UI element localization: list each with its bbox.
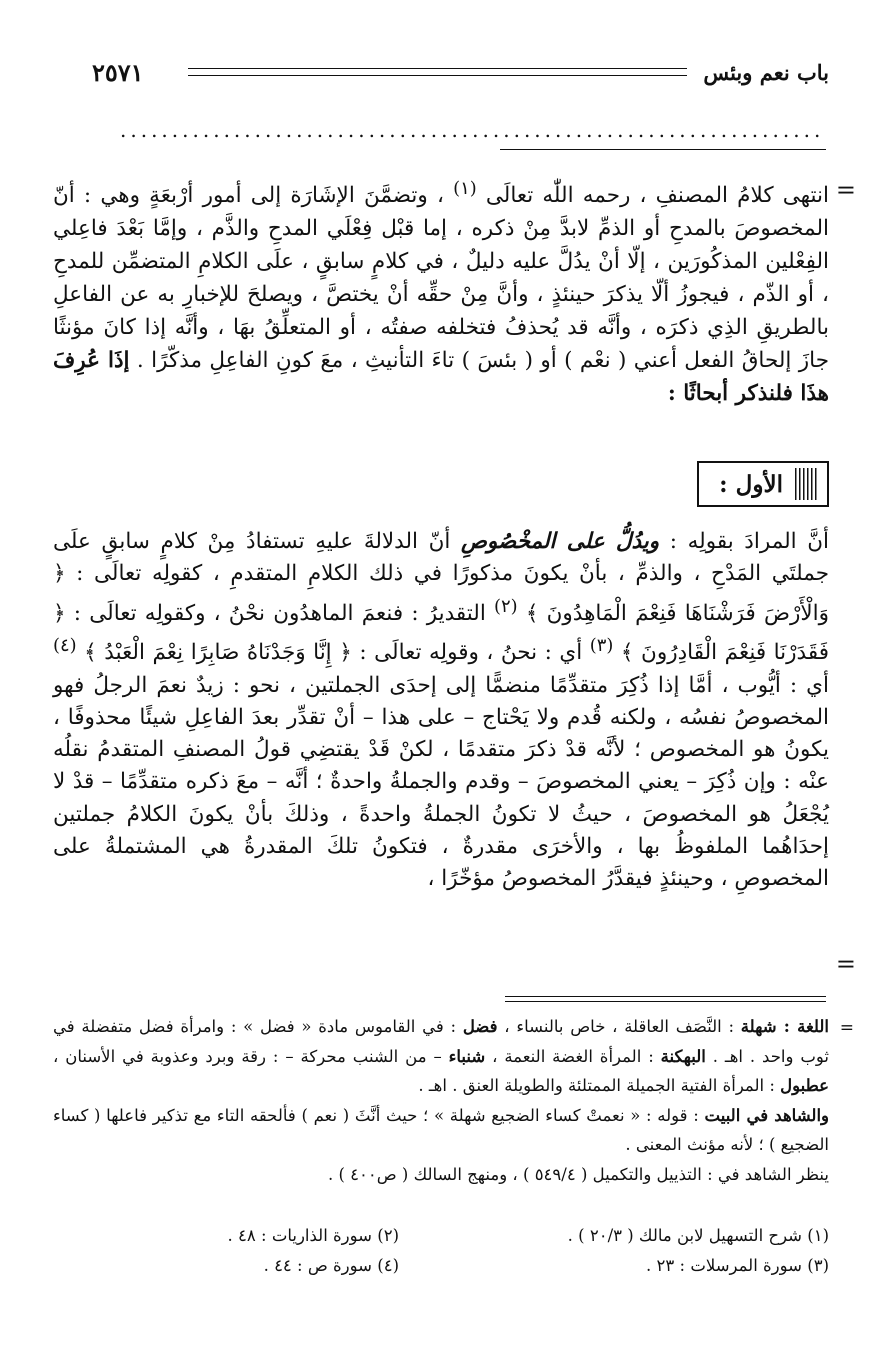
fn-label-bahkana: البهكنة	[660, 1046, 706, 1066]
fn-text: : قوله : « نعمتْ كساء الضجيع شهلة » ؛ حيث أنَّثَ ( نعم ) فألحقه التاء مع تذكير فاعلها ( كساء الضجيع ) ؛ لأنه مؤنث المعنى .	[53, 1105, 829, 1154]
footnote-ref-1: (١)	[453, 178, 477, 199]
reference-4: (٤) سورة ص : ٤٤ .	[263, 1255, 399, 1275]
continuation-end-mark: =	[835, 950, 856, 978]
fn-text: – من الشنب محركة – : رقة وبرد وعذوبة في الأسنان ،	[53, 1046, 449, 1066]
top-rule	[500, 149, 826, 150]
reference-2: (٢) سورة الذاريات : ٤٨ .	[227, 1226, 399, 1245]
footnotes	[53, 1012, 829, 1189]
footnote-separator	[505, 996, 826, 1002]
fn-label-atbul: عطبول	[780, 1076, 829, 1095]
page-header	[92, 58, 829, 88]
footnote-language	[53, 1012, 829, 1101]
footnote-sources: ينظر الشاهد في : التذييل والتكميل ( ٥٤٩/٤ ) ، ومنهج السالك ( ص٤٠٠ ) .	[327, 1164, 829, 1184]
footnote-continuation-mark: =	[839, 1018, 854, 1038]
footnote-ref-2: (٢)	[494, 595, 518, 617]
para2-bold-phrase: ويدُلُّ على المخْصُوصِ	[460, 529, 660, 554]
page-number: ٢٥٧١	[92, 58, 144, 87]
fn-label-fadl: فضل	[462, 1017, 498, 1036]
footnote-ref-3: (٣)	[589, 635, 614, 657]
para2-text-5: أي : أيُّوب ، أمَّا إذا ذُكِرَ متقدِّمًا منضمًّا إلى إحدَى الجملتين ، نحو : زيدٌ نعمَ الرجلُ فهو المخصوصُ نفسُه ، ولكنه قُدم ولا يَحْتاج – على هذا – أنْ تقدِّر بعدَ الفاعِلِ شيئًا محذوفًا ، يكونُ هو المخصوص ؛ لأنَّه قدْ ذكرَ متقدمًا ، لكنْ قَدْ يقتضِي قولُ المصنفِ المتقدمُ نقلُه عنْه : وإن ذُكِرَ – يعني المخصوصَ – وقدم والجملةُ واحدةٌ ؛ أنَّه – معَ ذكره متقدِّمًا – قدْ لا يُجْعَلُ هو المخصوصَ ، حيثُ لا تكونُ الجملةُ واحدةً ، وذلكَ بأنْ يكونَ الكلامُ جملتين إحدَاهُما الملفوظُ بها ، والأخرَى مقدرةٌ ، فتكونُ تلكَ المقدرةُ هي المشتملةُ على المخصوصِ ، وحينئذٍ فيقدَّرُ المخصوصُ مؤخّرًا ،	[53, 672, 829, 892]
dotted-separator: ....................................................................	[120, 118, 825, 142]
para2-text-1: أنَّ المرادَ بقولِه :	[659, 529, 830, 554]
section-heading: الأول :	[719, 470, 783, 498]
references	[53, 1221, 829, 1280]
fn-text: : المرأة الفتية الجميلة الممتلئة والطويلة العنق . اهـ .	[418, 1076, 781, 1095]
footnote-evidence	[53, 1101, 829, 1160]
reference-3: (٣) سورة المرسلات : ٢٣ .	[646, 1255, 829, 1275]
fn-text: : في القاموس مادة « فضل » : وامرأة فضل متفضلة في ثوب واحد . اهـ .	[53, 1017, 830, 1066]
reference-row	[53, 1221, 829, 1251]
para2-text-2: أنّ الدلالةَ عليهِ تستفادُ مِنْ كلامٍ سابقٍ علَى جملتَي المَدْحِ ، والذمِّ ، بأنْ يكونَ مذكورًا في ذلك الكلامِ المتقدمِ ، كقولِه تعالَى : ﴿ وَالْأَرْضَ فَرَشْنَاهَا فَنِعْمَ الْمَاهِدُونَ ﴾	[53, 529, 830, 626]
header-double-rule	[188, 68, 687, 76]
fn-text: : النَّصَف العاقلة ، خاص بالنساء ،	[497, 1017, 741, 1036]
reference-1: (١) شرح التسهيل لابن مالك ( ٢٠/٣ ) .	[567, 1226, 829, 1245]
paragraph-intro	[53, 172, 829, 410]
para1-closing: إذَا عُرِفَ هذَا فلنذكر أبحاثًا :	[53, 348, 829, 407]
reference-row	[53, 1251, 829, 1281]
chapter-title: باب نعم وبئس	[703, 60, 829, 85]
para1-text-2: ، وتضمَّنَ الإشَارَة إلى أمور أرْبعَةٍ وهي : أنّ المخصوصَ بالمدحِ أو الذمِّ لابدَّ مِنْ ذكره ، إما قبْل فِعْلَي المدحِ والذَّم ، وإمَّا بَعْدَ فاعِلي الفِعْلين المذكُورَين ، إلّا أنْ يدُلَّ عليه دليلٌ ، في كلامٍ سابقٍ ، علَى الكلامِ المتضمِّن للمدحِ ، أو الذّم ، فيجوزُ ألّا يذكرَ حينئذٍ ، وأنَّ مِنْ حقِّه أنْ يختصَّ ، ويصلحَ للإخبارِ به عن الفاعلِ بالطريقِ الذِي ذكرَه ، وأنَّه قد يُحذفُ فتخلفه صفتُه ، أو المتعلِّقُ بهَا ، وأنَّه إذا كانَ مؤنثًا جازَ إلحاقُ الفعل أعني ( نعْم ) أو ( بئسَ ) تاءَ التأنيثِ ، معَ كونِ الفاعِلِ مذكّرًا .	[53, 183, 829, 374]
section-heading-box	[697, 461, 829, 507]
para2-text-3: التقديرُ : فنعمَ الماهدُون نحْنُ ، وكقولِه تعالَى : ﴿ فَقَدَرْنَا فَنِعْمَ الْقَادِرُونَ ﴾	[53, 600, 829, 666]
para2-text-4: أي : نحنُ ، وقولِه تعالَى : ﴿ إِنَّا وَجَدْنَاهُ صَابِرًا نِعْمَ الْعَبْدُ ﴾	[76, 640, 590, 666]
heading-bars-ornament	[795, 468, 819, 500]
paragraph-first-topic	[53, 526, 829, 896]
fn-label-evidence: والشاهد في البيت	[704, 1105, 829, 1125]
fn-text: : المرأة الغضة النعمة ،	[485, 1046, 661, 1066]
footnote-ref-4: (٤)	[53, 635, 77, 657]
fn-label-shanba: شنباء	[448, 1046, 486, 1066]
continuation-mark: =	[835, 176, 856, 204]
fn-label-shahla: اللغة : شهلة	[740, 1017, 830, 1036]
para1-text-1: انتهى كلامُ المصنفِ ، رحمه اللّٰه تعالَى	[476, 183, 830, 209]
